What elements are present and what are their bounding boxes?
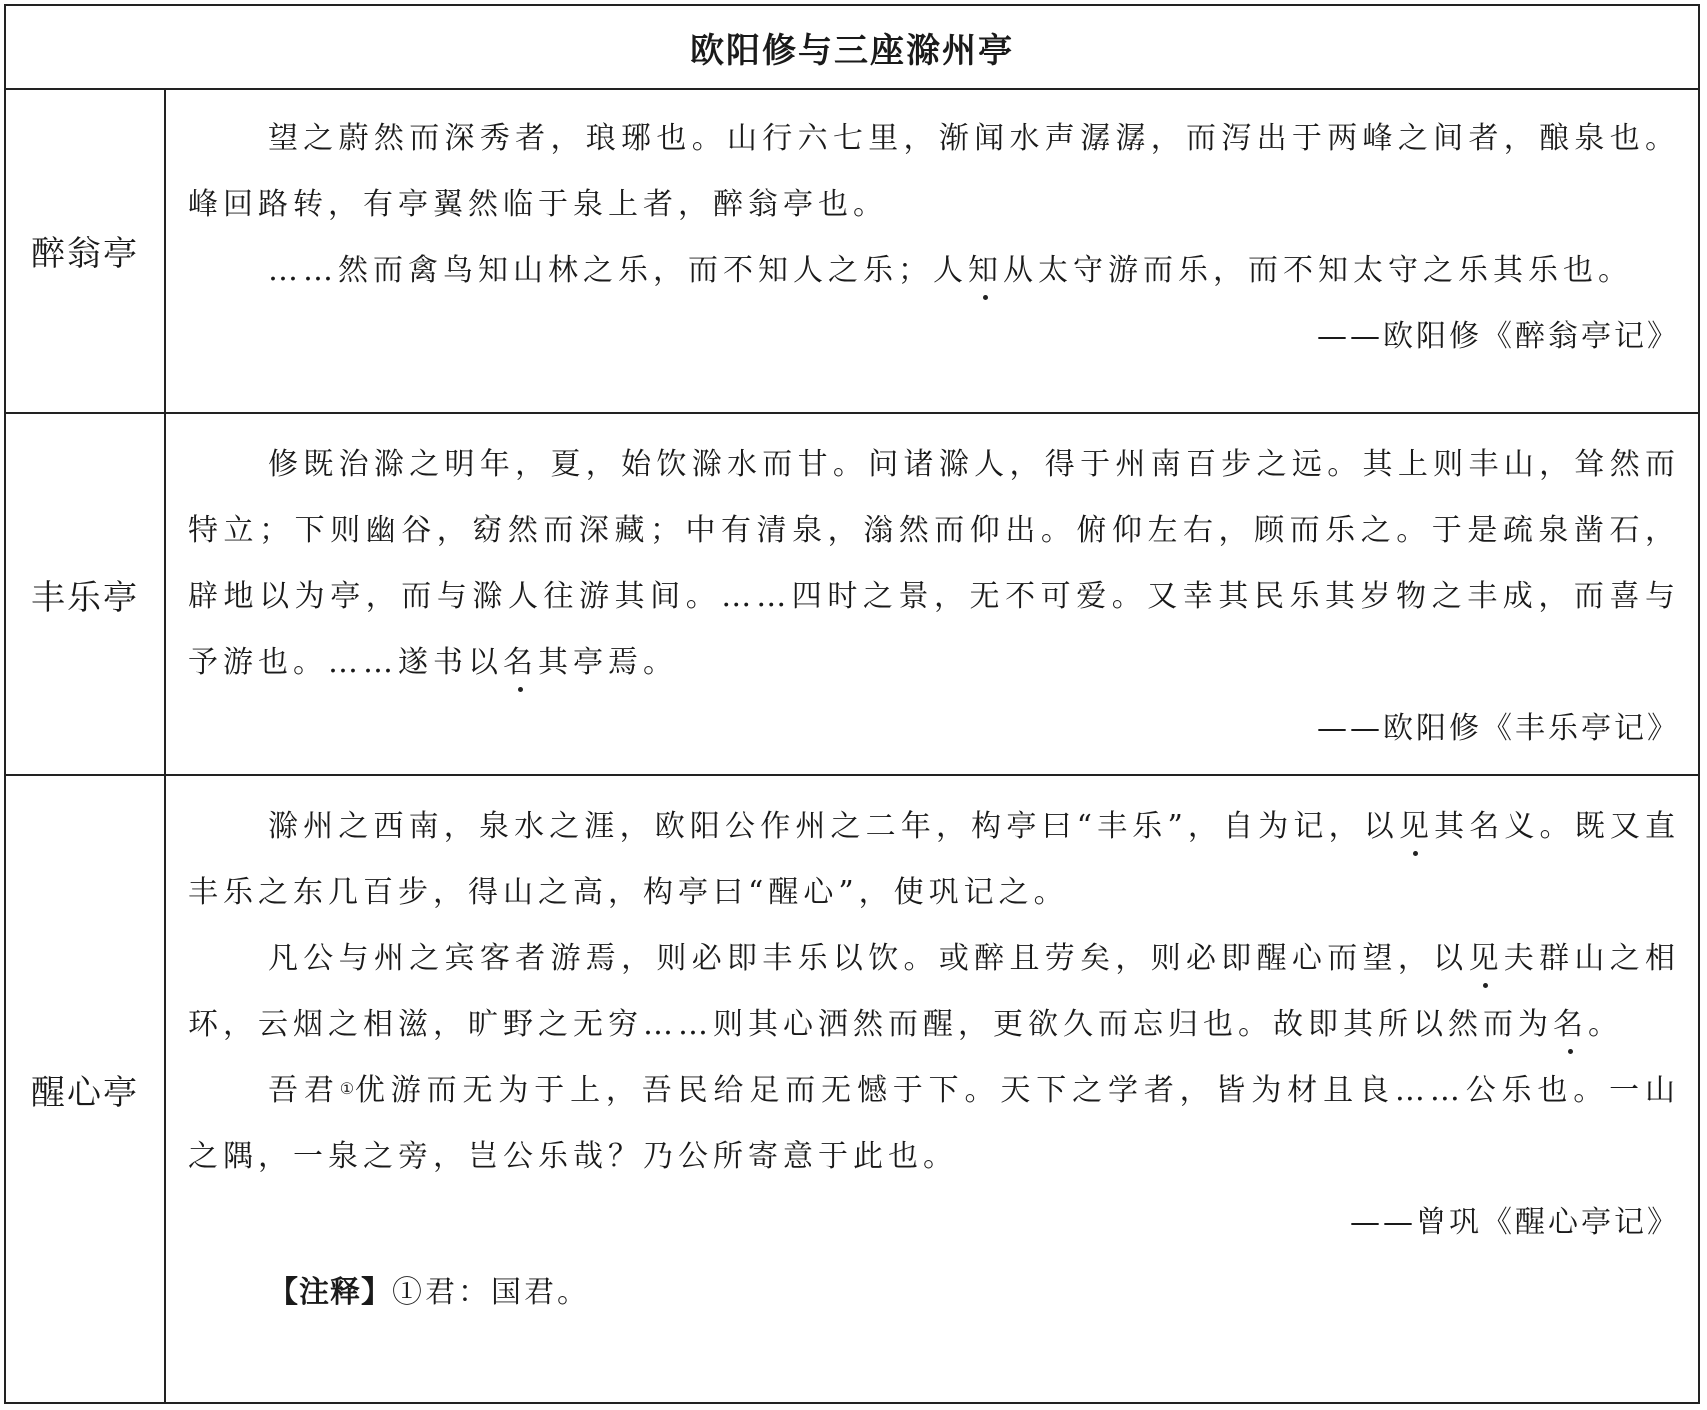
emphasis-dot-char: 知: [968, 253, 1003, 288]
paragraph: 吾君①优游而无为于上，吾民给足而无憾于下。天下之学者，皆为材且良……公乐也。一山之隅，一泉之旁，岂公乐哉？乃公所寄意于此也。: [188, 1073, 1680, 1174]
emphasis-dot-char: 名: [503, 645, 538, 680]
paragraph: 修既治滁之明年，夏，始饮滁水而甘。问诸滁人，得于州南百步之远。其上则丰山，耸然而特立；下则幽谷，窈然而深藏；中有清泉，滃然而仰出。俯仰左右，顾而乐之。于是疏泉凿石，辟地以为亭，而与滁人往游其间。……四时之景，无不可爱。又幸其民乐其岁物之丰成，而喜与予游也。……遂书以名其亭焉。: [188, 447, 1680, 680]
footnote: [188, 1260, 1680, 1326]
paragraph: 滁州之西南，泉水之涯，欧阳公作州之二年，构亭曰“丰乐”，自为记，以见其名义。既又直丰乐之东几百步，得山之高，构亭曰“醒心”，使巩记之。: [188, 809, 1681, 910]
paragraph: ……然而禽鸟知山林之乐，而不知人之乐；人知从太守游而乐，而不知太守之乐其乐也。: [268, 253, 1633, 288]
section-label-cell: [6, 414, 166, 774]
section-content: [168, 776, 1698, 1402]
section-label: 丰乐亭: [31, 577, 139, 618]
section-label-cell: [6, 776, 166, 1402]
source-citation: ——欧阳修《丰乐亭记》: [1317, 711, 1680, 746]
document-table: [4, 4, 1700, 1404]
footnote-heading: 【注释】: [268, 1275, 392, 1310]
section-content: [168, 414, 1698, 774]
title-row: [6, 6, 1698, 90]
paragraph: 望之蔚然而深秀者，琅琊也。山行六七里，渐闻水声潺潺，而泻出于两峰之间者，酿泉也。峰回路转，有亭翼然临于泉上者，醉翁亭也。: [188, 121, 1680, 222]
emphasis-dot-char: 见: [1468, 941, 1504, 976]
page-title: 欧阳修与三座滁州亭: [690, 30, 1014, 71]
footnote-marker: ①: [339, 1079, 355, 1098]
section-label-cell: [6, 88, 166, 412]
source-citation: ——曾巩《醒心亭记》: [1350, 1205, 1680, 1240]
footnote-text: ①君：国君。: [392, 1275, 590, 1310]
section-row-zuiweng: [6, 88, 1698, 414]
section-row-fengle: [6, 414, 1698, 776]
section-content: [168, 88, 1698, 412]
source-citation: ——欧阳修《醉翁亭记》: [1317, 319, 1680, 354]
section-row-xingxin: [6, 776, 1698, 1402]
emphasis-dot-char: 见: [1398, 809, 1435, 844]
section-label: 醉翁亭: [31, 233, 139, 274]
section-label: 醒心亭: [31, 1072, 139, 1113]
emphasis-dot-char: 名: [1553, 1007, 1588, 1042]
paragraph: 凡公与州之宾客者游焉，则必即丰乐以饮。或醉且劳矣，则必即醒心而望，以见夫群山之相环，云烟之相滋，旷野之无穷……则其心洒然而醒，更欲久而忘归也。故即其所以然而为名。: [188, 941, 1681, 1042]
